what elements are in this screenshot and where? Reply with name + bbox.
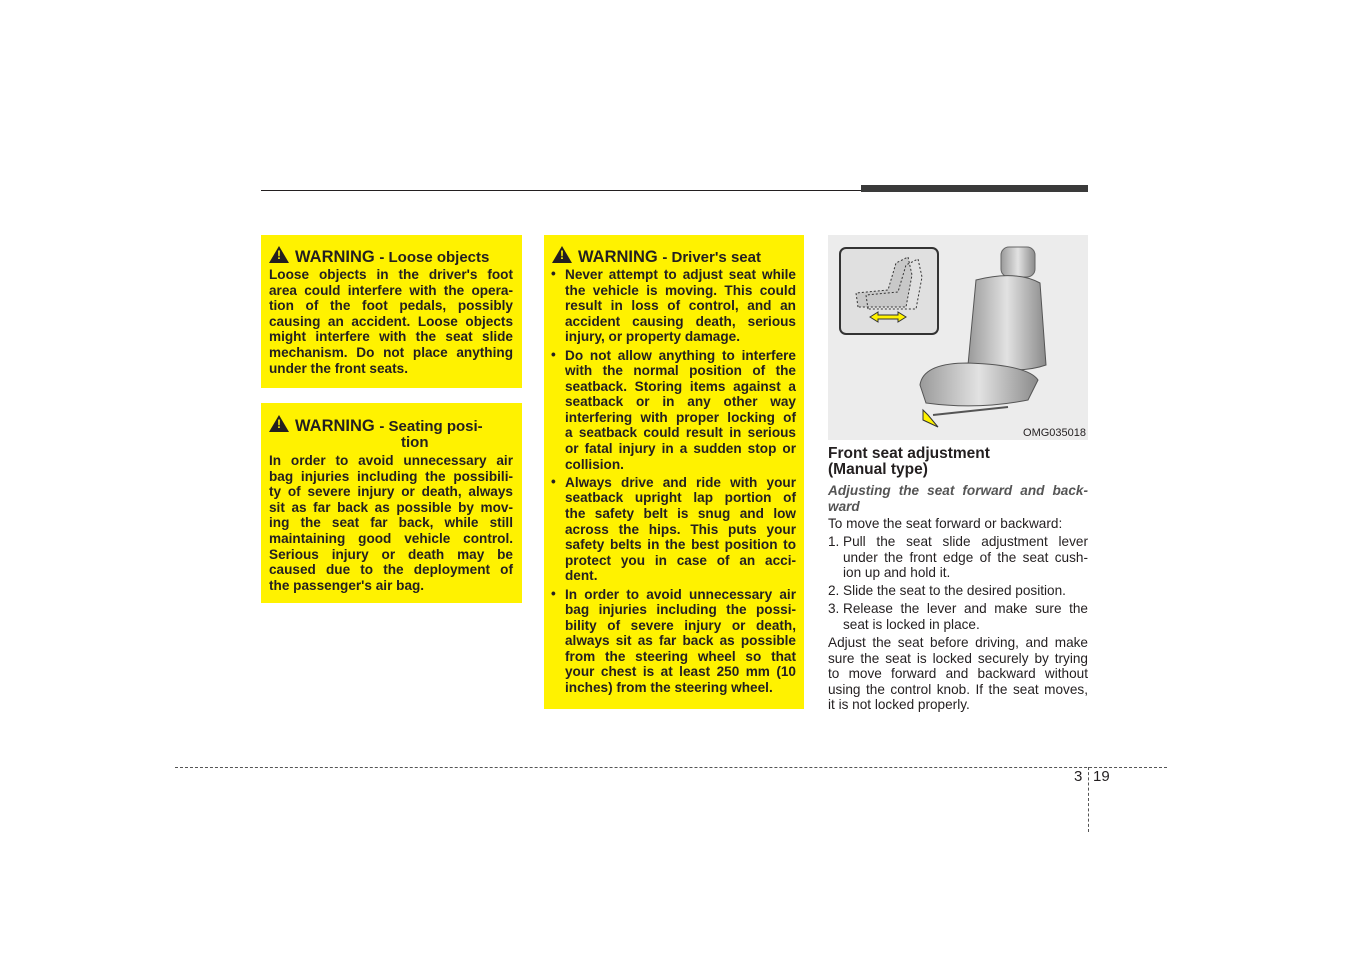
bullet-icon: • (551, 346, 556, 362)
text-line: In order to avoid unnecessary air (565, 586, 796, 602)
text-line: seatback. Storing items against a (565, 378, 796, 394)
section-title-line: Front seat adjustment (828, 445, 990, 462)
text-line: result in loss of control, and an (565, 298, 796, 314)
text-line: to move forward and backward without (828, 666, 1088, 682)
text-line: maintaining good vehicle control. (269, 530, 513, 546)
text-line: bag injuries including the possibili- (269, 468, 513, 484)
text-line: Never attempt to adjust seat while (565, 267, 796, 282)
section-outro (828, 635, 1088, 713)
text-line: Do not allow anything to interfere (565, 347, 796, 363)
text-line: inches) from the steering wheel. (565, 680, 773, 696)
section-title-line: (Manual type) (828, 461, 928, 478)
text-line: or fatal injury in a sudden stop or (565, 441, 796, 457)
bullet-item (565, 587, 796, 696)
text-line: the passenger's air bag. (269, 577, 425, 593)
text-line: accident causing death, serious (565, 313, 796, 329)
step-number: 3. (828, 601, 840, 617)
warning-loose-objects (261, 235, 522, 388)
text-line: caused due to the deployment of (269, 562, 513, 578)
warning-triangle-icon (552, 246, 572, 263)
text-line: under the front edge of the seat cush- (843, 549, 1088, 565)
text-line: ward (828, 498, 860, 514)
text-line: the vehicle is moving. This could (565, 282, 796, 298)
text-line: your chest is at least 250 mm (10 (565, 664, 796, 680)
warning-subtitle: - Loose objects (379, 249, 490, 266)
warning-subtitle: - Seating posi- (379, 418, 483, 435)
section-intro: To move the seat forward or backward: (828, 516, 1063, 531)
header-bar (861, 185, 1088, 192)
text-line: ing the seat far back, while still (269, 515, 513, 531)
warning-drivers-seat (544, 235, 804, 709)
bullet-icon: • (551, 266, 556, 281)
text-line: Release the lever and make sure the (843, 601, 1088, 617)
warning-seating-position (261, 403, 522, 603)
lever-arrow-icon (923, 410, 938, 427)
text-line: In order to avoid unnecessary air (269, 453, 513, 468)
text-line: with the normal position of the (565, 363, 796, 379)
footer-rule (175, 767, 1167, 768)
text-line: across the hips. This puts your (565, 521, 796, 537)
text-line: the safety belt is snug and low (565, 505, 796, 521)
text-line: injury, or property damage. (565, 329, 740, 345)
warning-subtitle: - Driver's seat (662, 249, 761, 266)
warning-text (269, 453, 513, 593)
warning-triangle-icon (269, 415, 289, 432)
text-line: seatback upright lap portion of (565, 490, 796, 506)
step-number: 1. (828, 534, 840, 549)
text-line: tion of the foot pedals, possibly (269, 298, 513, 314)
text-line: safety belts in the best position to (565, 537, 796, 553)
text-line: Pull the seat slide adjustment lever (843, 534, 1088, 549)
bullet-icon: • (551, 473, 556, 489)
text-line: using the control knob. If the seat moves, (828, 681, 1088, 697)
footer-divider (1088, 767, 1089, 832)
text-line: ion up and hold it. (843, 565, 951, 581)
bullet-icon: • (551, 585, 556, 601)
warning-subtitle-cont: tion (401, 434, 429, 451)
step-text (843, 534, 1088, 581)
chapter-number: 3 (1074, 768, 1083, 785)
seat-illustration (828, 235, 1088, 440)
warning-label: WARNING (578, 248, 658, 266)
text-line: area could interfere with the opera- (269, 282, 513, 298)
text-line: it is not locked properly. (828, 697, 970, 713)
text-line: Serious injury or death may be (269, 546, 513, 562)
warning-label: WARNING (295, 417, 375, 435)
text-line: bility of severe injury or death, (565, 617, 796, 633)
text-line: protect you in case of an acci- (565, 552, 796, 568)
text-line: mechanism. Do not place anything (269, 344, 513, 360)
text-line: Always drive and ride with your (565, 474, 796, 490)
step-text (843, 601, 1088, 632)
text-line: interfering with proper locking of (565, 409, 796, 425)
bullet-item (565, 267, 796, 345)
text-line: causing an accident. Loose objects (269, 313, 513, 329)
section-subtitle (828, 483, 1088, 514)
warning-triangle-icon (269, 246, 289, 263)
text-line: dent. (565, 568, 598, 584)
text-line: Adjusting the seat forward and back- (828, 483, 1088, 498)
text-line: Loose objects in the driver's foot (269, 267, 513, 282)
text-line: seat is locked in place. (843, 616, 980, 632)
page-number: 19 (1093, 768, 1110, 785)
text-line: collision. (565, 456, 624, 472)
text-line: bag injuries including the possi- (565, 602, 796, 618)
text-line: always sit as far back as possible (565, 633, 796, 649)
warning-text (269, 267, 513, 376)
text-line: ty of severe injury or death, always (269, 484, 513, 500)
section-title (828, 446, 990, 478)
step-number: 2. (828, 583, 840, 599)
text-line: from the steering wheel so that (565, 648, 796, 664)
text-line: Slide the seat to the desired position. (843, 583, 1066, 599)
text-line: Adjust the seat before driving, and make (828, 635, 1088, 650)
text-line: seatback or in any other way (565, 394, 796, 410)
text-line: sit as far back as possible by mov- (269, 499, 513, 515)
text-line: under the front seats. (269, 360, 408, 376)
bullet-item (565, 348, 796, 473)
text-line: sure the seat is locked securely by trying (828, 650, 1088, 666)
text-line: might interfere with the seat slide (269, 329, 513, 345)
header-rule (261, 190, 861, 191)
text-line: a seatback could result in serious (565, 425, 796, 441)
warning-label: WARNING (295, 248, 375, 266)
step-text (843, 583, 1088, 599)
bullet-item (565, 475, 796, 584)
figure-code: OMG035018 (1023, 427, 1086, 439)
